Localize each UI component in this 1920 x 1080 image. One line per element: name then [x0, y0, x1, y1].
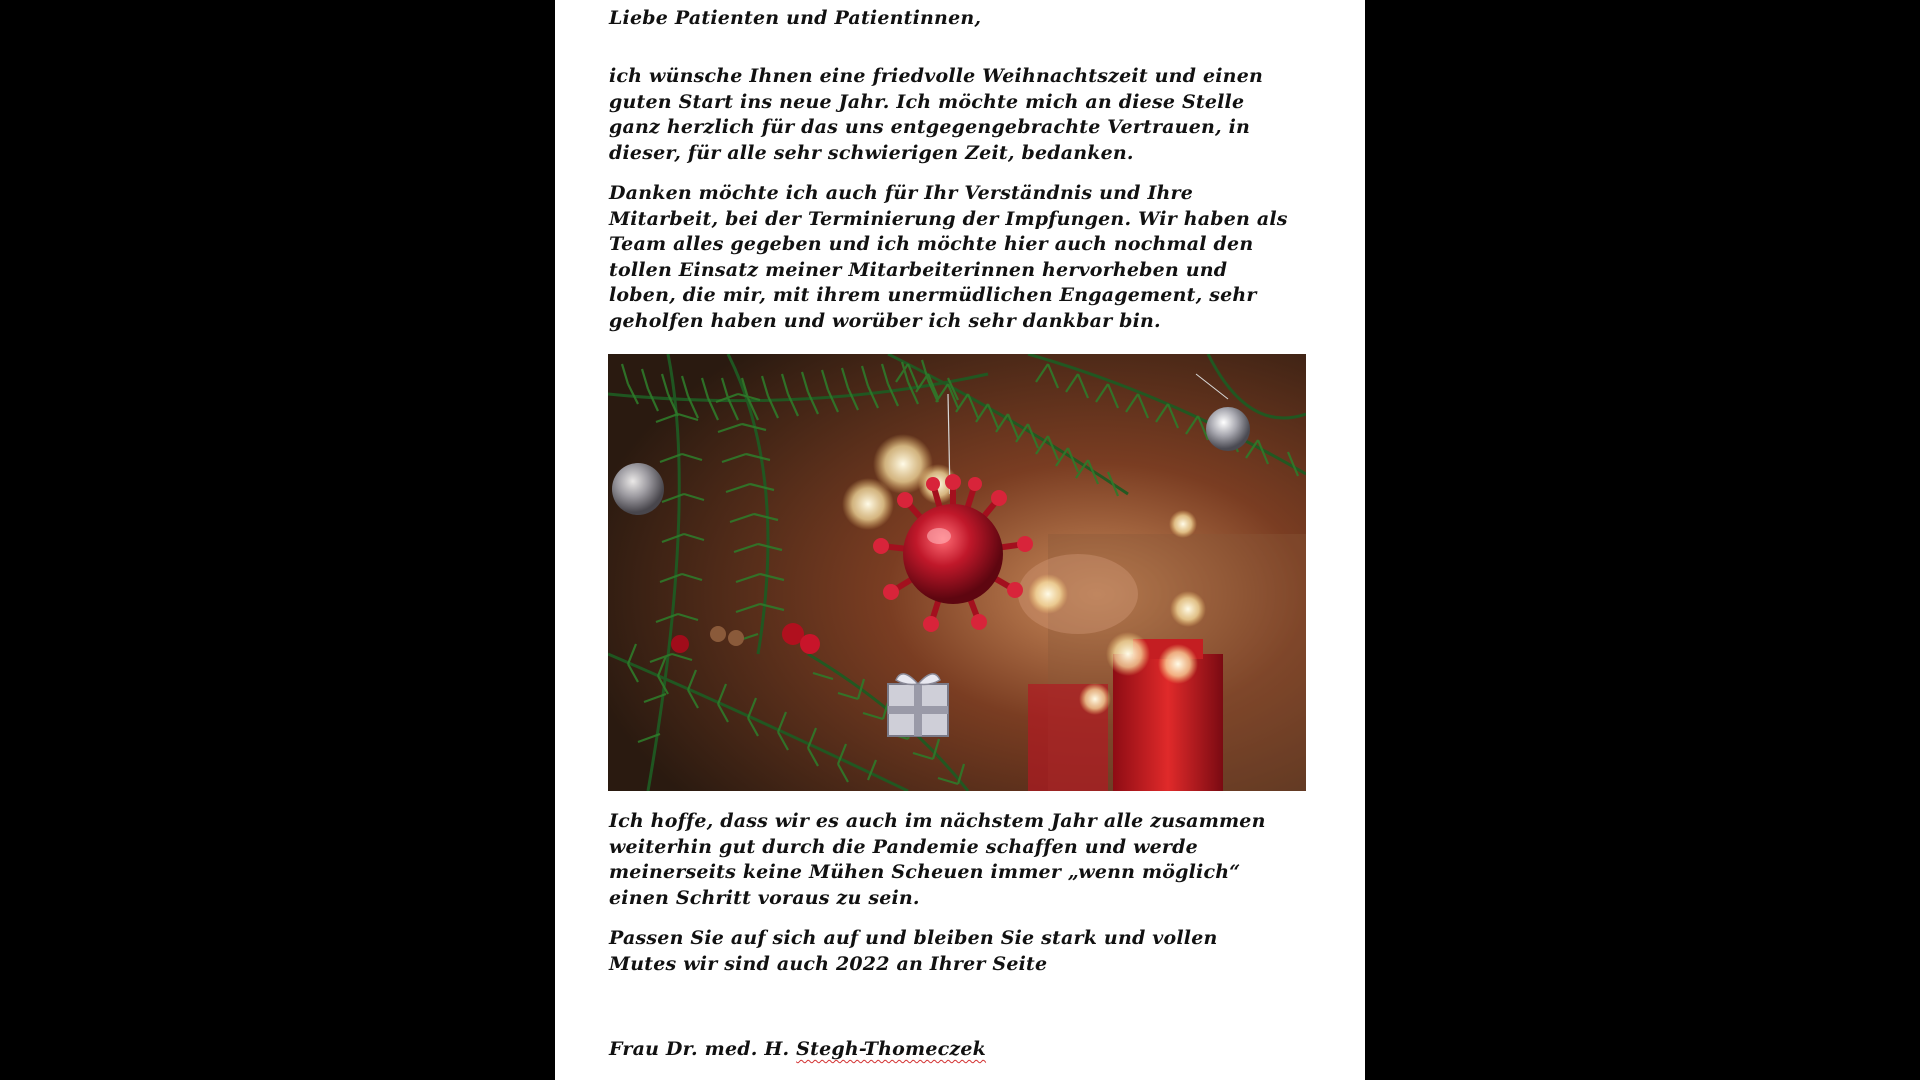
signature-prefix: Frau Dr. med. H. — [609, 1038, 797, 1060]
christmas-tree-photo — [608, 354, 1306, 791]
paragraph-closing: Passen Sie auf sich auf und bleiben Sie stark und vollen Mutes wir sind auch 2022 an Ihrer Seite — [609, 927, 1218, 975]
paragraph-wishes: ich wünsche Ihnen eine friedvolle Weihnachtszeit und einen guten Start ins neue Jahr. Ich möchte mich an diese Stelle ganz herzlich für das uns entgegengebrachte Vertrauen, in dieser, für alle sehr schwierigen Zeit, bedanken. — [609, 65, 1263, 164]
christmas-ornament-image — [608, 354, 1306, 791]
paragraph-hope: Ich hoffe, dass wir es auch im nächstem Jahr alle zusammen weiterhin gut durch die Pandemie schaffen und werde meinerseits keine Mühen Scheuen immer „wenn möglich“ einen Schritt voraus zu sein. — [609, 810, 1266, 909]
greeting: Liebe Patienten und Patientinnen, — [609, 7, 982, 29]
gift-ornament-icon — [888, 674, 948, 736]
signature — [609, 1037, 1309, 1063]
letter-page — [555, 0, 1365, 1080]
paragraph-thanks: Danken möchte ich auch für Ihr Verständnis und Ihre Mitarbeit, bei der Terminierung der Impfungen. Wir haben als Team alles gegeben und ich möchte hier auch nochmal den tollen Einsatz meiner Mitarbeiterinnen hervorheben und loben, die mir, mit ihrem unermüdlichen Engagement, sehr geholfen haben und worüber ich sehr dankbar bin. — [609, 182, 1288, 332]
signature-name: Stegh-Thomeczek — [796, 1038, 987, 1060]
